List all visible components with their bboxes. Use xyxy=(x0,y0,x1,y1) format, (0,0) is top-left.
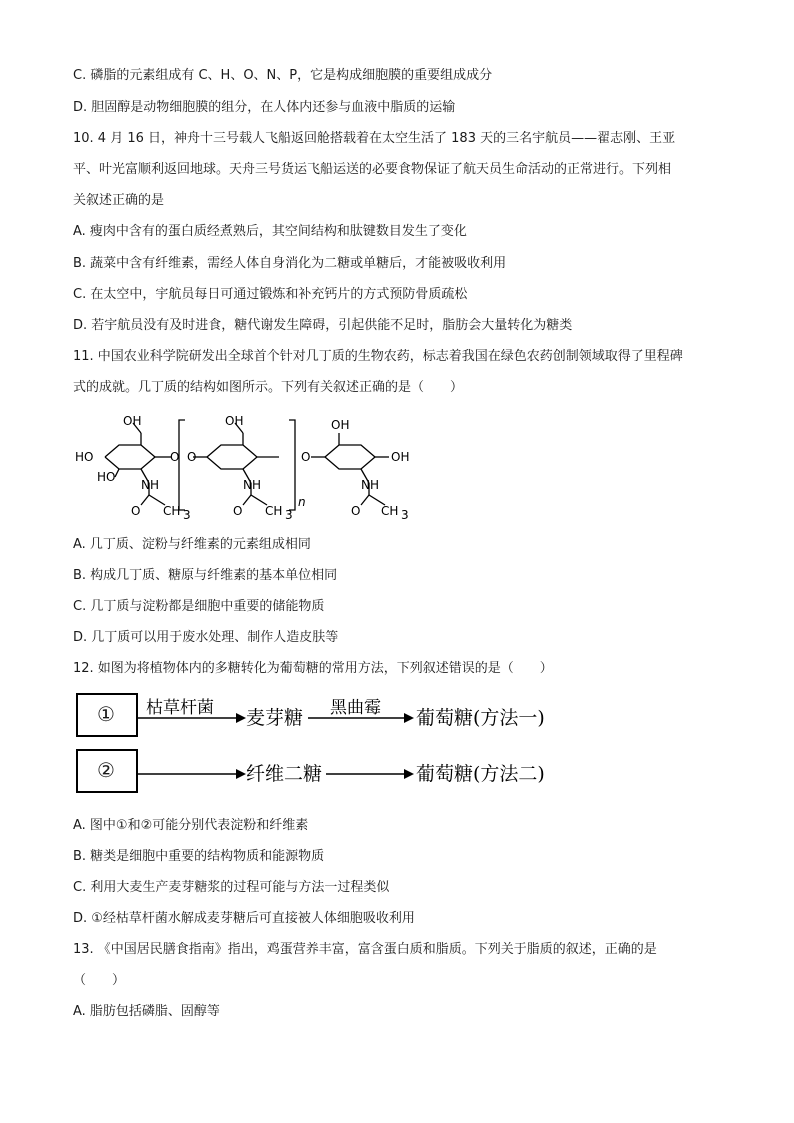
question-10-stem-2: 平、叶光富顺利返回地球。天舟三号货运飞船运送的必要食物保证了航天员生命活动的正常进行。下列相 xyxy=(73,162,672,177)
box-1-label: ① xyxy=(97,702,115,726)
option-d-q11: D. 几丁质可以用于废水处理、制作人造皮肤等 xyxy=(73,630,339,645)
option-c-q10: C. 在太空中，宇航员每日可通过锻炼和补充钙片的方式预防骨质疏松 xyxy=(73,287,468,302)
option-c-q11: C. 几丁质与淀粉都是细胞中重要的储能物质 xyxy=(73,599,325,614)
glucose-method-1: 葡萄糖(方法一) xyxy=(416,707,545,729)
label-bacillus-subtilis: 枯草杆菌 xyxy=(146,698,214,718)
chitin-nh-2: NH xyxy=(243,478,261,492)
question-11-stem-2: 式的成就。几丁质的结构如图所示。下列有关叙述正确的是（ ） xyxy=(73,380,464,395)
chitin-o-4: O xyxy=(233,504,243,518)
question-12-stem: 12. 如图为将植物体内的多糖转化为葡萄糖的常用方法，下列叙述错误的是（ ） xyxy=(73,661,553,676)
chitin-n: n xyxy=(298,495,306,509)
label-aspergillus-niger: 黑曲霉 xyxy=(330,698,381,718)
chitin-nh-3: NH xyxy=(361,478,379,492)
chitin-sub3-1: 3 xyxy=(183,508,191,522)
chitin-ch3-1: CH xyxy=(163,504,181,518)
chitin-o-6: O xyxy=(351,504,361,518)
option-a-q10: A. 瘦肉中含有的蛋白质经煮熟后，其空间结构和肽键数目发生了变化 xyxy=(73,224,467,239)
option-d-q9: D. 胆固醇是动物细胞膜的组分，在人体内还参与血液中脂质的运输 xyxy=(73,100,456,115)
chitin-nh-1: NH xyxy=(141,478,159,492)
question-10-stem-1: 10. 4 月 16 日，神舟十三号载人飞船返回舱搭载着在太空生活了 183 天的三名宇航员——翟志刚、王亚 xyxy=(73,131,676,146)
question-13-stem-2: （ ） xyxy=(73,973,126,988)
arrow-4 xyxy=(326,768,414,780)
cellobiose: 纤维二糖 xyxy=(246,763,323,785)
polysaccharide-conversion-diagram xyxy=(76,690,576,800)
chitin-ch3-2: CH xyxy=(265,504,283,518)
arrow-1 xyxy=(136,712,246,724)
maltose: 麦芽糖 xyxy=(246,707,304,729)
chitin-o-5: O xyxy=(301,450,311,464)
question-11-stem-1: 11. 中国农业科学院研发出全球首个针对几丁质的生物农药，标志着我国在绿色农药创制领域取得了里程碑 xyxy=(73,349,683,364)
chitin-sub3-3: 3 xyxy=(401,508,409,522)
chitin-ch3-3: CH xyxy=(381,504,399,518)
question-13-stem-1: 13. 《中国居民膳食指南》指出，鸡蛋营养丰富，富含蛋白质和脂质。下列关于脂质的叙述，正确的是 xyxy=(73,942,657,957)
option-c-q9: C. 磷脂的元素组成有 C、H、O、N、P，它是构成细胞膜的重要组成成分 xyxy=(73,68,493,83)
box-2-label: ② xyxy=(97,758,115,782)
chitin-ho-2: HO xyxy=(97,470,116,484)
chitin-o-3: O xyxy=(187,450,197,464)
chitin-oh-2: OH xyxy=(225,415,244,428)
chitin-oh-1: OH xyxy=(123,415,142,428)
chitin-structure-diagram xyxy=(75,415,415,525)
option-d-q12: D. ①经枯草杆菌水解成麦芽糖后可直接被人体细胞吸收利用 xyxy=(73,911,415,926)
box-2 xyxy=(76,749,138,793)
chitin-oh-4: OH xyxy=(391,450,410,464)
option-c-q12: C. 利用大麦生产麦芽糖浆的过程可能与方法一过程类似 xyxy=(73,880,390,895)
option-d-q10: D. 若宇航员没有及时进食，糖代谢发生障碍，引起供能不足时，脂肪会大量转化为糖类 xyxy=(73,318,573,333)
option-b-q11: B. 构成几丁质、糖原与纤维素的基本单位相同 xyxy=(73,568,338,583)
question-10-stem-3: 关叙述正确的是 xyxy=(73,193,165,208)
chitin-sub3-2: 3 xyxy=(285,508,293,522)
chitin-ho-1: HO xyxy=(75,450,94,464)
option-b-q10: B. 蔬菜中含有纤维素，需经人体自身消化为二糖或单糖后，才能被吸收利用 xyxy=(73,256,507,271)
option-a-q12: A. 图中①和②可能分别代表淀粉和纤维素 xyxy=(73,818,309,833)
option-a-q11: A. 几丁质、淀粉与纤维素的元素组成相同 xyxy=(73,537,311,552)
arrow-3 xyxy=(136,768,246,780)
glucose-method-2: 葡萄糖(方法二) xyxy=(416,763,545,785)
chitin-o-2: O xyxy=(131,504,141,518)
option-b-q12: B. 糖类是细胞中重要的结构物质和能源物质 xyxy=(73,849,325,864)
option-a-q13: A. 脂肪包括磷脂、固醇等 xyxy=(73,1004,220,1019)
chitin-o-1: O xyxy=(170,450,180,464)
box-1 xyxy=(76,693,138,737)
chitin-oh-3: OH xyxy=(331,418,350,432)
